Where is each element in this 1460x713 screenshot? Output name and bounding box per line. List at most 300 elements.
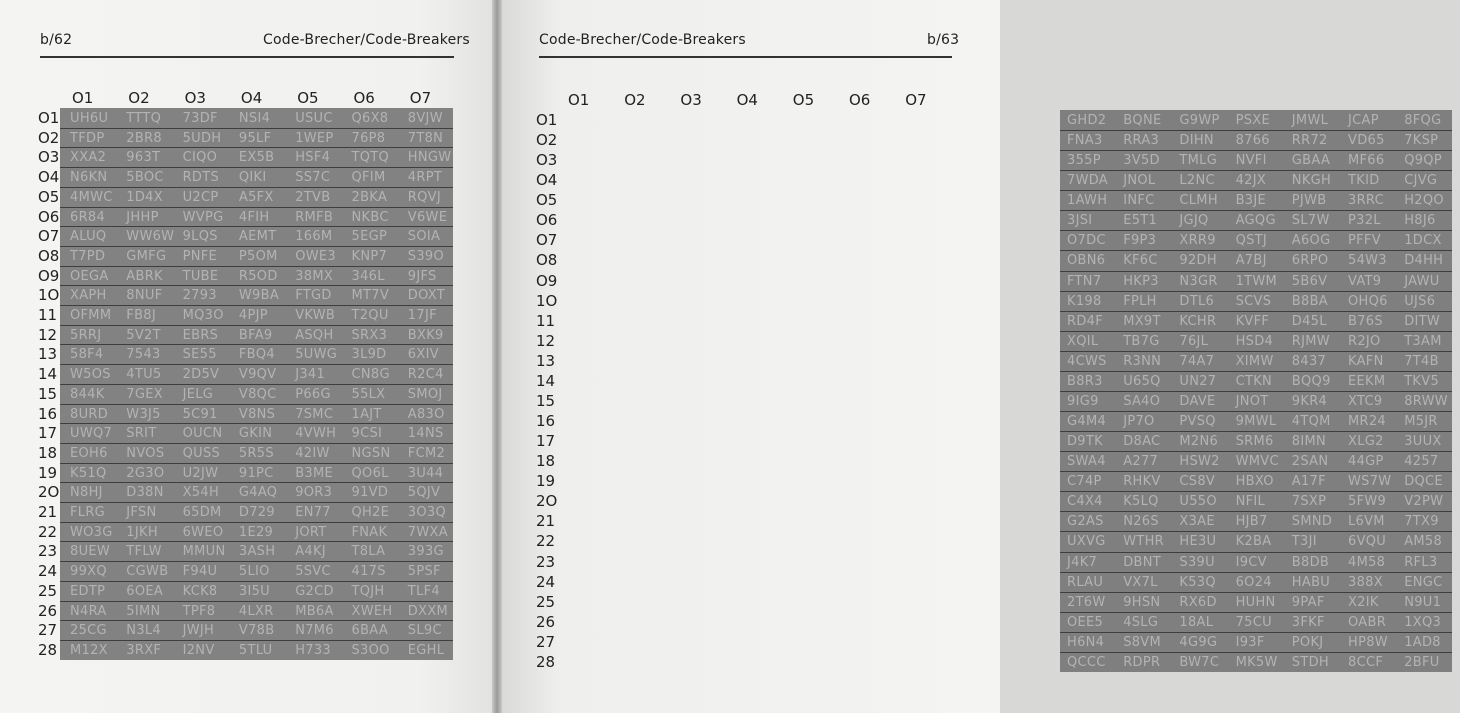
code-cell: 9MWL bbox=[1235, 414, 1277, 430]
code-cell: K2BA bbox=[1235, 534, 1272, 550]
code-cell: 73DF bbox=[182, 111, 218, 126]
code-cell: 8CCF bbox=[1348, 654, 1384, 670]
code-cell: HKP3 bbox=[1123, 273, 1159, 289]
code-cell: TMLG bbox=[1179, 153, 1218, 169]
column-header: O4 bbox=[736, 91, 758, 109]
code-cell: U65Q bbox=[1123, 373, 1161, 389]
row-divider bbox=[1060, 291, 1452, 292]
row-divider bbox=[1060, 190, 1452, 191]
code-cell: UN27 bbox=[1179, 373, 1217, 389]
code-cell: NVFI bbox=[1235, 153, 1267, 169]
code-cell: N9U1 bbox=[1404, 594, 1442, 610]
code-cell: RHKV bbox=[1123, 474, 1161, 490]
code-cell: XLG2 bbox=[1348, 434, 1384, 450]
code-cell: HE3U bbox=[1179, 534, 1217, 550]
code-cell: 6XIV bbox=[407, 347, 439, 363]
row-label: 24 bbox=[38, 562, 58, 581]
code-cell: EEKM bbox=[1348, 373, 1386, 389]
code-cell: SL7W bbox=[1291, 213, 1330, 229]
code-cell: 65DM bbox=[182, 505, 222, 520]
code-cell: 8NUF bbox=[126, 288, 163, 304]
code-cell: BXK9 bbox=[407, 327, 444, 343]
code-cell: V78B bbox=[238, 623, 275, 639]
code-cell: I2NV bbox=[182, 642, 215, 658]
code-cell: P32L bbox=[1348, 213, 1381, 229]
code-cell: R5OD bbox=[238, 268, 278, 284]
code-cell: RFL3 bbox=[1404, 554, 1438, 570]
code-cell: 42IW bbox=[295, 445, 330, 461]
code-cell: MT7V bbox=[351, 288, 390, 304]
row-divider bbox=[1060, 210, 1452, 211]
code-cell: TKID bbox=[1348, 173, 1380, 189]
code-cell: M5JR bbox=[1404, 414, 1438, 430]
code-cell: EDTP bbox=[70, 583, 106, 599]
code-cell: 1XQ3 bbox=[1404, 614, 1442, 630]
code-cell: D8AC bbox=[1123, 434, 1161, 450]
code-cell: T2QU bbox=[351, 308, 389, 323]
row-label: 28 bbox=[38, 640, 58, 659]
row-label: 17 bbox=[536, 432, 556, 451]
row-label: O3 bbox=[38, 148, 60, 167]
code-cell: A277 bbox=[1123, 454, 1159, 470]
code-table bbox=[1060, 110, 1452, 672]
code-cell: RDTS bbox=[182, 170, 220, 186]
row-divider bbox=[60, 344, 453, 345]
code-cell: DQCE bbox=[1404, 474, 1443, 490]
code-cell: 5TLU bbox=[238, 642, 273, 658]
code-cell: UWQ7 bbox=[70, 426, 113, 442]
code-cell: 5LIO bbox=[238, 564, 270, 580]
code-cell: 54W3 bbox=[1348, 253, 1387, 269]
code-cell: KF6C bbox=[1123, 253, 1158, 269]
row-divider bbox=[60, 423, 453, 424]
row-label: 27 bbox=[38, 621, 58, 640]
code-cell: I93F bbox=[1235, 634, 1265, 650]
code-cell: PFFV bbox=[1348, 233, 1381, 249]
row-divider bbox=[1060, 391, 1452, 392]
code-cell: 5SVC bbox=[295, 564, 331, 580]
code-cell: NKBC bbox=[351, 209, 389, 225]
code-cell: A5FX bbox=[238, 189, 274, 205]
code-cell: 5IMN bbox=[126, 603, 161, 619]
column-header: O3 bbox=[680, 91, 702, 109]
row-label: O1 bbox=[536, 111, 558, 129]
row-divider bbox=[60, 640, 453, 641]
code-cell: AM58 bbox=[1404, 534, 1443, 550]
code-cell: 4VWH bbox=[295, 426, 337, 442]
code-cell: FBQ4 bbox=[238, 347, 275, 363]
code-cell: 8437 bbox=[1291, 353, 1327, 369]
code-cell: 8766 bbox=[1235, 133, 1270, 149]
row-label: 19 bbox=[38, 463, 58, 482]
code-table bbox=[60, 108, 453, 660]
code-cell: CIQO bbox=[182, 150, 218, 166]
code-cell: CN8G bbox=[351, 367, 390, 383]
code-cell: TLF4 bbox=[407, 583, 440, 599]
code-cell: 5UDH bbox=[182, 130, 222, 146]
row-divider bbox=[1060, 130, 1452, 131]
code-cell: MMUN bbox=[182, 544, 226, 560]
row-divider bbox=[60, 581, 453, 582]
code-cell: 3L9D bbox=[351, 347, 387, 363]
code-cell: 166M bbox=[295, 229, 333, 245]
code-cell: C74P bbox=[1067, 474, 1102, 490]
code-cell: RQVJ bbox=[407, 189, 441, 205]
code-cell: 4257 bbox=[1404, 454, 1439, 470]
code-cell: 6RPO bbox=[1291, 253, 1329, 269]
code-cell: TKV5 bbox=[1404, 373, 1440, 389]
row-label: 22 bbox=[536, 532, 556, 551]
code-cell: MR24 bbox=[1348, 414, 1386, 430]
code-cell: FB8J bbox=[126, 308, 156, 323]
code-cell: XQIL bbox=[1067, 333, 1099, 349]
code-cell: G4AQ bbox=[238, 485, 278, 501]
code-cell: 7543 bbox=[126, 347, 161, 363]
row-divider bbox=[60, 207, 453, 208]
code-cell: NSI4 bbox=[238, 111, 271, 126]
code-cell: B76S bbox=[1348, 313, 1383, 329]
code-cell: SE55 bbox=[182, 347, 217, 363]
code-cell: X2IK bbox=[1348, 594, 1379, 610]
row-label: 25 bbox=[536, 592, 556, 611]
row-divider bbox=[1060, 411, 1452, 412]
row-divider bbox=[1060, 552, 1452, 553]
code-cell: 25CG bbox=[70, 623, 107, 639]
code-cell: NVOS bbox=[126, 445, 165, 461]
code-cell: 18AL bbox=[1179, 614, 1214, 630]
code-cell: ASQH bbox=[295, 327, 334, 343]
column-header: O5 bbox=[792, 91, 815, 109]
code-cell: 7T8N bbox=[407, 130, 444, 146]
code-cell: RD4F bbox=[1067, 313, 1103, 329]
code-cell: KNP7 bbox=[351, 248, 388, 264]
code-cell: SRIT bbox=[126, 426, 157, 442]
code-cell: R3NN bbox=[1123, 353, 1162, 369]
row-divider bbox=[1060, 451, 1452, 452]
row-label: 22 bbox=[38, 522, 58, 541]
row-divider bbox=[60, 601, 453, 602]
code-cell: MX9T bbox=[1123, 313, 1161, 329]
code-cell: B8BA bbox=[1291, 293, 1328, 309]
code-cell: L2NC bbox=[1179, 173, 1215, 189]
code-cell: L6VM bbox=[1348, 514, 1385, 530]
code-cell: RX6D bbox=[1179, 594, 1217, 610]
code-cell: 5RRJ bbox=[70, 327, 102, 343]
code-cell: CGWB bbox=[126, 564, 169, 580]
code-cell: W5OS bbox=[70, 367, 111, 383]
code-cell: VAT9 bbox=[1348, 273, 1382, 289]
code-cell: A17F bbox=[1291, 474, 1326, 490]
code-cell: TTTQ bbox=[126, 111, 162, 126]
code-cell: GMFG bbox=[126, 248, 167, 264]
code-cell: K53Q bbox=[1179, 574, 1216, 590]
row-label: 12 bbox=[38, 325, 58, 344]
column-header: O6 bbox=[353, 89, 375, 107]
row-divider bbox=[60, 522, 453, 523]
row-divider bbox=[60, 128, 453, 129]
code-cell: RRA3 bbox=[1123, 133, 1160, 149]
code-cell: 3JSI bbox=[1067, 213, 1093, 229]
code-cell: 2BR8 bbox=[126, 130, 162, 146]
code-cell: JCAP bbox=[1348, 113, 1379, 128]
code-cell: 1WEP bbox=[295, 130, 334, 146]
code-cell: N4RA bbox=[70, 603, 107, 619]
code-cell: 3ASH bbox=[238, 544, 276, 560]
row-divider bbox=[60, 463, 453, 464]
code-cell: FPLH bbox=[1123, 293, 1157, 309]
code-cell: MF66 bbox=[1348, 153, 1385, 169]
code-cell: UJS6 bbox=[1404, 293, 1436, 309]
code-cell: HP8W bbox=[1348, 634, 1388, 650]
code-cell: MQ3O bbox=[182, 308, 224, 323]
code-cell: CTKN bbox=[1235, 373, 1273, 389]
row-label: 2O bbox=[536, 492, 558, 511]
code-cell: G4M4 bbox=[1067, 414, 1107, 430]
running-title: Code-Brecher/Code-Breakers bbox=[263, 32, 470, 48]
code-cell: 2TVB bbox=[295, 189, 331, 205]
column-header: O1 bbox=[72, 89, 94, 107]
row-label: 12 bbox=[536, 331, 556, 350]
code-cell: PVSQ bbox=[1179, 414, 1216, 430]
code-cell: TPF8 bbox=[182, 603, 216, 619]
code-cell: 8RWW bbox=[1404, 393, 1448, 409]
code-cell: QO6L bbox=[351, 465, 389, 481]
code-cell: 2D5V bbox=[182, 367, 220, 383]
code-cell: OUCN bbox=[182, 426, 223, 442]
code-cell: 1AJT bbox=[351, 406, 382, 422]
code-cell: A4KJ bbox=[295, 544, 326, 560]
code-cell: 4CWS bbox=[1067, 353, 1107, 369]
code-cell: D9TK bbox=[1067, 434, 1103, 450]
row-label: O3 bbox=[536, 151, 558, 170]
code-cell: A6OG bbox=[1291, 233, 1331, 249]
code-cell: WO3G bbox=[70, 524, 113, 540]
code-cell: C4X4 bbox=[1067, 494, 1103, 510]
code-cell: Q6X8 bbox=[351, 111, 389, 126]
row-divider bbox=[60, 561, 453, 562]
code-cell: K198 bbox=[1067, 293, 1102, 309]
code-cell: PNFE bbox=[182, 248, 218, 264]
row-label: 14 bbox=[38, 365, 58, 384]
code-cell: 4MWC bbox=[70, 189, 113, 205]
code-cell: M2N6 bbox=[1179, 434, 1219, 450]
code-cell: 7TX9 bbox=[1404, 514, 1439, 530]
code-cell: SS7C bbox=[295, 170, 331, 186]
code-cell: TQTQ bbox=[351, 150, 390, 166]
column-header: O7 bbox=[409, 89, 432, 107]
code-cell: 14NS bbox=[407, 426, 444, 442]
page-number: b/62 bbox=[40, 32, 73, 48]
code-cell: 2SAN bbox=[1291, 454, 1329, 470]
code-cell: 7SMC bbox=[295, 406, 334, 422]
code-cell: B8R3 bbox=[1067, 373, 1103, 389]
row-label: O9 bbox=[536, 271, 558, 290]
code-cell: EOH6 bbox=[70, 445, 108, 461]
row-label: 19 bbox=[536, 472, 556, 491]
row-divider bbox=[60, 502, 453, 503]
code-cell: H8J6 bbox=[1404, 213, 1436, 229]
code-cell: JP7O bbox=[1123, 414, 1155, 430]
code-cell: 2793 bbox=[182, 288, 217, 304]
row-label: 15 bbox=[38, 384, 58, 403]
row-label: 28 bbox=[536, 652, 556, 671]
code-cell: 8FQG bbox=[1404, 113, 1442, 128]
code-cell: TFDP bbox=[70, 130, 105, 146]
code-cell: S8VM bbox=[1123, 634, 1162, 650]
code-cell: 8VJW bbox=[407, 111, 443, 126]
code-cell: UH6U bbox=[70, 111, 109, 126]
code-cell: S3OO bbox=[351, 642, 390, 658]
row-label: 23 bbox=[536, 552, 556, 571]
row-label: 18 bbox=[536, 452, 556, 471]
row-label: 1O bbox=[38, 286, 60, 305]
code-cell: INFC bbox=[1123, 193, 1155, 209]
code-cell: D4HH bbox=[1404, 253, 1444, 269]
code-cell: XAPH bbox=[70, 288, 107, 304]
code-cell: EBRS bbox=[182, 327, 219, 343]
code-cell: DIHN bbox=[1179, 133, 1214, 149]
code-cell: CJVG bbox=[1404, 173, 1438, 189]
row-label: 21 bbox=[536, 512, 556, 531]
row-label: 26 bbox=[536, 612, 556, 631]
code-cell: V8QC bbox=[238, 386, 277, 402]
code-cell: NGSN bbox=[351, 445, 391, 461]
code-cell: 7WDA bbox=[1067, 173, 1108, 189]
code-cell: N3L4 bbox=[126, 623, 162, 639]
column-header: O2 bbox=[624, 91, 646, 109]
row-label: O6 bbox=[38, 207, 60, 226]
code-cell: 5QJV bbox=[407, 485, 441, 501]
row-label: 11 bbox=[536, 311, 556, 330]
code-cell: QSTJ bbox=[1235, 233, 1268, 249]
row-divider bbox=[60, 187, 453, 188]
code-cell: 5UWG bbox=[295, 347, 338, 363]
code-cell: NFIL bbox=[1235, 494, 1266, 510]
code-cell: VD65 bbox=[1348, 133, 1385, 149]
code-cell: 393G bbox=[407, 544, 444, 560]
code-cell: 9CSI bbox=[351, 426, 383, 442]
code-cell: KCK8 bbox=[182, 583, 218, 599]
row-label: 1O bbox=[536, 291, 558, 310]
header-rule bbox=[539, 56, 952, 58]
code-cell: KCHR bbox=[1179, 313, 1217, 329]
row-divider bbox=[1060, 531, 1452, 532]
row-label: 21 bbox=[38, 503, 58, 521]
row-divider bbox=[60, 404, 453, 405]
code-cell: 1AWH bbox=[1067, 193, 1108, 209]
code-cell: 92DH bbox=[1179, 253, 1217, 269]
code-cell: 5PSF bbox=[407, 564, 441, 580]
code-cell: RLAU bbox=[1067, 574, 1104, 590]
code-cell: O7DC bbox=[1067, 233, 1106, 249]
code-cell: HNGW bbox=[407, 150, 452, 166]
code-cell: W9BA bbox=[238, 288, 280, 304]
code-cell: 1JKH bbox=[126, 524, 158, 540]
code-cell: 8UEW bbox=[70, 544, 111, 560]
code-cell: N6KN bbox=[70, 170, 108, 186]
code-cell: SL9C bbox=[407, 623, 442, 639]
code-cell: OABR bbox=[1348, 614, 1387, 630]
code-cell: TB7G bbox=[1123, 333, 1160, 349]
row-label: O6 bbox=[536, 211, 558, 230]
code-cell: STDH bbox=[1291, 654, 1329, 670]
code-cell: 2G3O bbox=[126, 465, 165, 481]
code-cell: N8HJ bbox=[70, 485, 103, 501]
code-cell: 3UUX bbox=[1404, 434, 1442, 450]
code-cell: 844K bbox=[70, 386, 105, 402]
code-cell: 6OEA bbox=[126, 583, 164, 599]
code-cell: MB6A bbox=[295, 603, 334, 619]
row-label: 14 bbox=[536, 371, 556, 390]
running-title: Code-Brecher/Code-Breakers bbox=[539, 32, 746, 48]
code-cell: 388X bbox=[1348, 574, 1383, 590]
code-cell: 3U44 bbox=[407, 465, 444, 481]
row-label: 11 bbox=[38, 306, 58, 324]
code-cell: 9OR3 bbox=[295, 485, 333, 501]
code-cell: HSF4 bbox=[295, 150, 331, 166]
code-cell: GBAA bbox=[1291, 153, 1331, 169]
code-cell: TFLW bbox=[126, 544, 162, 560]
code-cell: 355P bbox=[1067, 153, 1101, 169]
code-cell: OEE5 bbox=[1067, 614, 1104, 630]
code-cell: VX7L bbox=[1123, 574, 1158, 590]
row-label: 17 bbox=[38, 424, 58, 443]
code-cell: G9WP bbox=[1179, 113, 1220, 128]
row-label: 16 bbox=[536, 412, 556, 431]
code-cell: 4FIH bbox=[238, 209, 270, 225]
code-cell: 7WXA bbox=[407, 524, 448, 540]
code-cell: CS8V bbox=[1179, 474, 1216, 490]
code-cell: 7SXP bbox=[1291, 494, 1327, 510]
code-cell: HSW2 bbox=[1179, 454, 1220, 470]
row-divider bbox=[1060, 351, 1452, 352]
code-cell: JNOT bbox=[1235, 393, 1269, 409]
code-cell: SMND bbox=[1291, 514, 1333, 530]
code-cell: 4G9G bbox=[1179, 634, 1218, 650]
code-cell: 5FW9 bbox=[1348, 494, 1387, 510]
code-cell: 91PC bbox=[238, 465, 274, 481]
code-cell: V9QV bbox=[238, 367, 277, 383]
row-label: 15 bbox=[536, 391, 556, 410]
code-cell: V8NS bbox=[238, 406, 276, 422]
code-cell: 3O3Q bbox=[407, 505, 447, 520]
code-cell: UXVG bbox=[1067, 534, 1106, 550]
code-cell: HABU bbox=[1291, 574, 1331, 590]
code-cell: XTC9 bbox=[1348, 393, 1383, 409]
code-cell: DBNT bbox=[1123, 554, 1161, 570]
code-cell: JMWL bbox=[1291, 113, 1329, 128]
code-cell: 2BFU bbox=[1404, 654, 1440, 670]
code-cell: BFA9 bbox=[238, 327, 273, 343]
code-cell: DAVE bbox=[1179, 393, 1216, 409]
row-divider bbox=[1060, 230, 1452, 231]
code-cell: U2JW bbox=[182, 465, 219, 481]
code-cell: S39U bbox=[1179, 554, 1215, 570]
code-cell: 38MX bbox=[295, 268, 334, 284]
row-label: O7 bbox=[536, 231, 558, 250]
code-cell: 17JF bbox=[407, 308, 437, 323]
code-cell: 6R84 bbox=[70, 209, 106, 225]
code-cell: DXXM bbox=[407, 603, 449, 619]
code-cell: 42JX bbox=[1235, 173, 1267, 189]
code-cell: 3V5D bbox=[1123, 153, 1160, 169]
code-cell: E5T1 bbox=[1123, 213, 1158, 229]
code-cell: B3ME bbox=[295, 465, 334, 481]
code-cell: RR72 bbox=[1291, 133, 1328, 149]
code-cell: F9P3 bbox=[1123, 233, 1157, 249]
row-divider bbox=[1060, 471, 1452, 472]
code-cell: 4TQM bbox=[1291, 414, 1331, 430]
